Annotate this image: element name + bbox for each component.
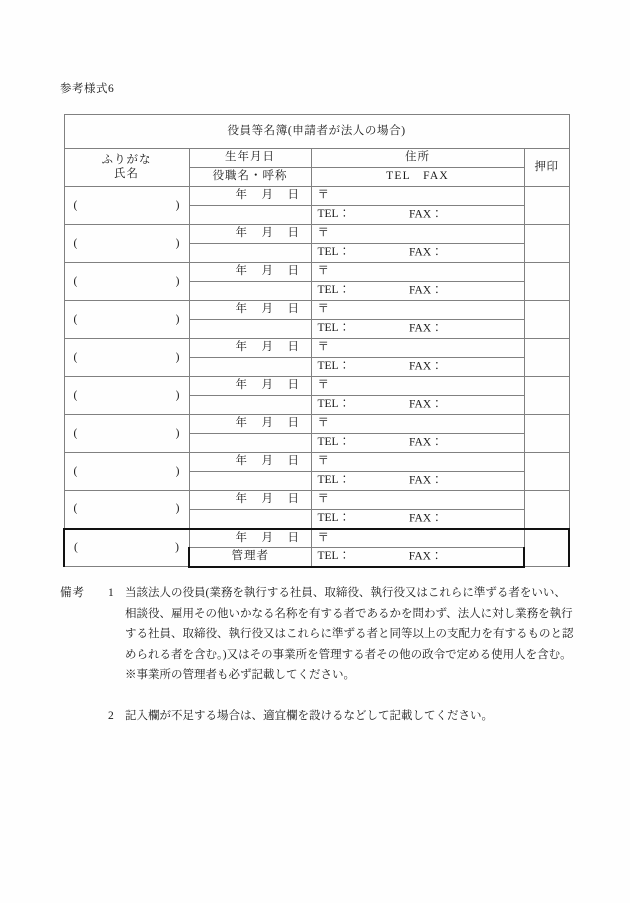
name-field[interactable] xyxy=(64,225,189,263)
tel-fax-field[interactable] xyxy=(311,472,524,491)
day-label: 日 xyxy=(287,379,300,392)
note-body-2 xyxy=(125,706,575,727)
header-name: 氏名 xyxy=(114,168,139,180)
name-field[interactable] xyxy=(64,301,189,339)
tel-fax-field[interactable] xyxy=(311,434,524,453)
postal-mark-icon: 〒 xyxy=(317,379,329,392)
birth-date-field[interactable] xyxy=(189,453,311,472)
birth-date-field[interactable] xyxy=(189,225,311,244)
month-label: 月 xyxy=(261,493,274,506)
table-row xyxy=(64,529,569,548)
paren-close: ) xyxy=(175,426,180,439)
table-row xyxy=(64,301,569,320)
header-birth-date: 生年月日 xyxy=(189,149,311,168)
table-row xyxy=(64,225,569,244)
address-field[interactable] xyxy=(311,225,524,244)
note-body-1 xyxy=(125,583,575,686)
fax-label: FAX： xyxy=(408,550,443,562)
postal-mark-icon: 〒 xyxy=(317,189,329,202)
paren-close: ) xyxy=(175,541,179,553)
postal-mark-icon: 〒 xyxy=(317,341,329,354)
postal-mark-icon: 〒 xyxy=(317,493,329,506)
year-label: 年 xyxy=(235,227,248,240)
birth-date-field[interactable] xyxy=(189,491,311,510)
postal-mark-icon: 〒 xyxy=(317,265,329,278)
tel-fax-field[interactable] xyxy=(311,548,524,567)
role-title-field[interactable] xyxy=(189,434,311,453)
birth-date-field[interactable] xyxy=(189,187,311,206)
address-field[interactable] xyxy=(311,377,524,396)
note-number-1: 1 xyxy=(108,587,114,599)
address-field[interactable] xyxy=(311,529,524,548)
address-field[interactable] xyxy=(311,491,524,510)
note-line: 記入欄が不足する場合は、適宜欄を設けるなどして記載してください。 xyxy=(125,709,493,722)
tel-label: TEL： xyxy=(317,322,351,335)
fax-label: FAX： xyxy=(409,474,443,487)
address-field[interactable] xyxy=(311,339,524,358)
tel-label: TEL： xyxy=(317,512,351,524)
paren-close: ) xyxy=(175,502,180,515)
fax-label: FAX： xyxy=(409,322,443,335)
note-line: ※事業所の管理者も必ず記載してください。 xyxy=(125,669,355,681)
fax-label: FAX： xyxy=(409,246,443,259)
year-label: 年 xyxy=(235,531,248,544)
name-field[interactable] xyxy=(64,529,189,567)
birth-date-field[interactable] xyxy=(189,301,311,320)
seal-field[interactable] xyxy=(524,339,569,377)
table-row xyxy=(64,377,569,396)
seal-field[interactable] xyxy=(524,377,569,415)
tel-label: TEL： xyxy=(317,474,351,487)
postal-mark-icon: 〒 xyxy=(317,227,329,240)
month-label: 月 xyxy=(261,341,274,354)
table-row xyxy=(64,187,569,206)
paren-open: ( xyxy=(73,350,78,363)
role-title-field[interactable]: 管理者 xyxy=(189,548,311,567)
paren-close: ) xyxy=(175,388,180,401)
header-role-title: 役職名・呼称 xyxy=(189,168,311,187)
fax-label: FAX： xyxy=(409,512,443,524)
roster-entry-rows xyxy=(64,187,569,567)
role-title-field[interactable] xyxy=(189,206,311,225)
header-furigana: ふりがな xyxy=(101,153,152,166)
name-field[interactable] xyxy=(64,263,189,301)
table-row xyxy=(64,415,569,434)
paren-open: ( xyxy=(73,464,78,477)
year-label: 年 xyxy=(235,493,248,506)
tel-fax-field[interactable] xyxy=(311,320,524,339)
header-tel-fax: TEL FAX xyxy=(311,168,524,187)
fax-label: FAX： xyxy=(409,436,443,449)
tel-fax-field[interactable] xyxy=(311,244,524,263)
seal-field[interactable] xyxy=(524,491,569,529)
birth-date-field[interactable] xyxy=(189,415,311,434)
tel-label: TEL： xyxy=(317,208,351,221)
day-label: 日 xyxy=(287,303,300,316)
note-line: 当該法人の役員(業務を執行する社員、取締役、執行役又はこれらに準ずる者をいい、 xyxy=(125,587,566,599)
fax-label: FAX： xyxy=(409,284,443,297)
seal-field[interactable] xyxy=(524,529,569,567)
seal-field[interactable] xyxy=(524,415,569,453)
day-label: 日 xyxy=(287,455,300,468)
table-row xyxy=(64,339,569,358)
seal-field[interactable] xyxy=(524,187,569,225)
day-label: 日 xyxy=(287,341,300,354)
note-item-1 xyxy=(60,583,575,686)
name-field[interactable] xyxy=(64,453,189,491)
role-title-field[interactable] xyxy=(189,244,311,263)
tel-label: TEL： xyxy=(317,284,351,297)
table-title: 役員等名簿(申請者が法人の場合) xyxy=(64,115,569,149)
roster-table-body xyxy=(64,115,569,187)
paren-close: ) xyxy=(175,198,180,211)
role-title-field[interactable] xyxy=(189,510,311,529)
address-field[interactable] xyxy=(311,301,524,320)
table-row xyxy=(64,491,569,510)
seal-field[interactable] xyxy=(524,301,569,339)
year-label: 年 xyxy=(235,379,248,392)
paren-open: ( xyxy=(73,274,78,287)
day-label: 日 xyxy=(287,227,300,240)
birth-date-field[interactable] xyxy=(189,529,311,548)
tel-label: TEL： xyxy=(317,550,351,562)
paren-close: ) xyxy=(175,274,180,287)
day-label: 日 xyxy=(287,189,300,202)
paren-close: ) xyxy=(175,350,180,363)
postal-mark-icon: 〒 xyxy=(317,455,329,468)
day-label: 日 xyxy=(287,531,300,544)
postal-mark-icon: 〒 xyxy=(317,417,329,430)
paren-close: ) xyxy=(175,464,180,477)
seal-field[interactable] xyxy=(524,263,569,301)
address-field[interactable] xyxy=(311,453,524,472)
month-label: 月 xyxy=(261,531,274,544)
paren-open: ( xyxy=(73,388,78,401)
birth-date-field[interactable] xyxy=(189,377,311,396)
day-label: 日 xyxy=(287,493,300,506)
note-line: められる者を含む。)又はその事業所を管理する者その他の政令で定める使用人を含む。 xyxy=(125,648,572,661)
tel-label: TEL： xyxy=(317,246,351,259)
fax-label: FAX： xyxy=(409,208,443,221)
role-title-field[interactable] xyxy=(189,472,311,491)
address-field[interactable] xyxy=(311,263,524,282)
month-label: 月 xyxy=(261,417,274,430)
paren-open: ( xyxy=(73,312,78,325)
postal-mark-icon: 〒 xyxy=(317,531,329,544)
birth-date-field[interactable] xyxy=(189,339,311,358)
paren-close: ) xyxy=(175,312,180,325)
role-title-field[interactable] xyxy=(189,282,311,301)
tel-label: TEL： xyxy=(317,360,351,373)
paren-open: ( xyxy=(73,502,78,515)
paren-close: ) xyxy=(175,236,180,249)
month-label: 月 xyxy=(261,303,274,316)
seal-field[interactable] xyxy=(524,453,569,491)
tel-fax-field[interactable] xyxy=(311,206,524,225)
month-label: 月 xyxy=(261,379,274,392)
role-title-field[interactable] xyxy=(189,320,311,339)
name-field[interactable] xyxy=(64,491,189,529)
seal-field[interactable] xyxy=(524,225,569,263)
month-label: 月 xyxy=(261,455,274,468)
paren-open: ( xyxy=(73,236,78,249)
year-label: 年 xyxy=(235,189,248,202)
header-row-1 xyxy=(64,149,569,168)
note-line: 相談役、雇用その他いかなる名称を有する者であるかを問わず、法人に対し業務を執行 xyxy=(125,607,573,620)
role-title-field[interactable] xyxy=(189,396,311,415)
birth-date-field[interactable] xyxy=(189,263,311,282)
year-label: 年 xyxy=(235,341,248,354)
note-item-2 xyxy=(60,706,575,727)
name-field[interactable] xyxy=(64,415,189,453)
form-id-label: 参考様式6 xyxy=(60,83,115,95)
tel-fax-field[interactable] xyxy=(311,282,524,301)
name-field[interactable] xyxy=(64,187,189,225)
name-field[interactable] xyxy=(64,339,189,377)
notes-section xyxy=(60,583,575,726)
note-line: する社員、取締役、執行役又はこれらに準ずる者と同等以上の支配力を有するものと認 xyxy=(125,628,574,640)
address-field[interactable] xyxy=(311,187,524,206)
address-field[interactable] xyxy=(311,415,524,434)
name-field[interactable] xyxy=(64,377,189,415)
day-label: 日 xyxy=(287,265,300,278)
header-address: 住所 xyxy=(311,149,524,168)
header-name-column xyxy=(64,149,189,187)
month-label: 月 xyxy=(261,189,274,202)
day-label: 日 xyxy=(287,417,300,430)
tel-fax-field[interactable] xyxy=(311,358,524,377)
year-label: 年 xyxy=(235,303,248,316)
postal-mark-icon: 〒 xyxy=(317,303,329,316)
table-title-row xyxy=(64,115,569,149)
paren-open: ( xyxy=(74,541,78,553)
fax-label: FAX： xyxy=(409,360,443,373)
month-label: 月 xyxy=(261,265,274,278)
tel-label: TEL： xyxy=(317,436,351,449)
notes-label: 備考 xyxy=(60,587,85,599)
tel-label: TEL： xyxy=(317,398,351,411)
year-label: 年 xyxy=(235,417,248,430)
officer-roster-table xyxy=(63,114,570,568)
tel-fax-field[interactable] xyxy=(311,510,524,529)
month-label: 月 xyxy=(261,227,274,240)
header-seal: 押印 xyxy=(524,149,569,187)
table-row xyxy=(64,263,569,282)
paren-open: ( xyxy=(73,426,78,439)
note-number-2: 2 xyxy=(108,709,114,722)
table-row xyxy=(64,453,569,472)
role-title-field[interactable] xyxy=(189,358,311,377)
tel-fax-field[interactable] xyxy=(311,396,524,415)
fax-label: FAX： xyxy=(409,398,443,411)
paren-open: ( xyxy=(73,198,78,211)
year-label: 年 xyxy=(235,265,248,278)
year-label: 年 xyxy=(235,455,248,468)
